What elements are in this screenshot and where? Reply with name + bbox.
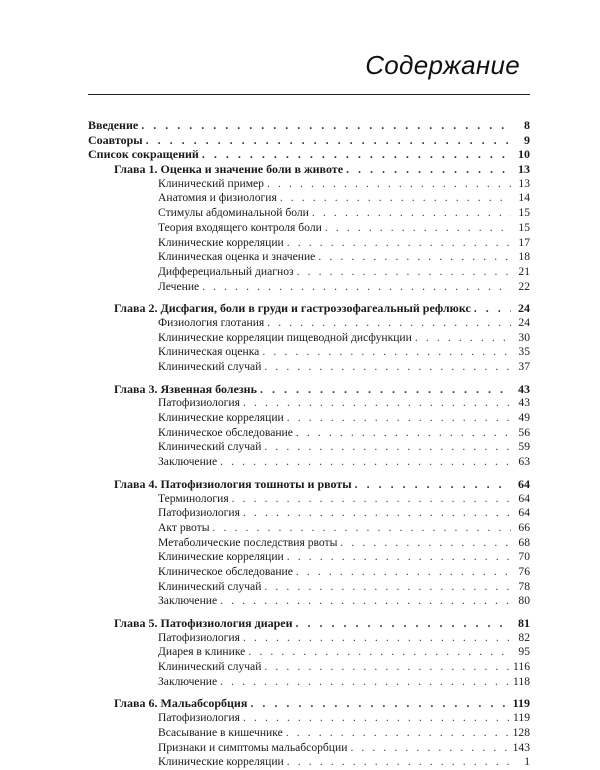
toc-entry-page: 9 bbox=[524, 132, 530, 147]
dot-leader bbox=[267, 177, 511, 192]
toc-chapter-page: 64 bbox=[518, 476, 530, 491]
toc-section-entry[interactable] bbox=[88, 440, 530, 455]
toc-section-page: 35 bbox=[518, 345, 530, 359]
toc-entry-page: 10 bbox=[518, 147, 530, 162]
toc-section-label: Клинический случай bbox=[158, 440, 262, 454]
dot-leader bbox=[267, 316, 511, 331]
toc-section-label: Патофизиология bbox=[158, 396, 240, 410]
toc-section-label: Признаки и симптомы мальабсорбции bbox=[158, 740, 348, 754]
toc-section-page: 59 bbox=[518, 440, 530, 454]
toc-chapter-entry[interactable] bbox=[88, 162, 530, 177]
toc-section-entry[interactable] bbox=[88, 221, 530, 236]
toc-section-label: Патофизиология bbox=[158, 711, 240, 725]
toc-section-page: 56 bbox=[518, 425, 530, 439]
toc-section-page: 116 bbox=[513, 660, 530, 674]
toc-section-label: Анатомия и физиология bbox=[158, 191, 277, 205]
toc-section-page: 13 bbox=[518, 176, 530, 190]
toc-section-entry[interactable] bbox=[88, 316, 530, 331]
dot-leader bbox=[243, 506, 511, 521]
toc-front-entry[interactable] bbox=[88, 118, 530, 133]
dot-leader bbox=[202, 147, 511, 162]
toc-section-label: Клиническое обследование bbox=[158, 564, 293, 578]
toc-section-label: Клинические корреляции bbox=[158, 235, 284, 249]
dot-leader bbox=[202, 280, 511, 295]
toc-section-entry[interactable] bbox=[88, 536, 530, 551]
toc-section-page: 82 bbox=[518, 630, 530, 644]
toc-section-page: 143 bbox=[512, 740, 530, 754]
toc-section-label: Клинический случай bbox=[158, 579, 262, 593]
dot-leader bbox=[146, 133, 511, 148]
dot-leader bbox=[264, 360, 511, 375]
dot-leader bbox=[340, 536, 511, 551]
toc-section-label: Клинические корреляции bbox=[158, 411, 284, 425]
dot-leader bbox=[296, 616, 511, 631]
dot-leader bbox=[286, 726, 510, 741]
toc-section-label: Заключение bbox=[158, 455, 218, 469]
toc-chapter-label: Глава 6. Мальабсорбция bbox=[114, 696, 248, 711]
dot-leader bbox=[243, 711, 510, 726]
toc-section-page: 37 bbox=[518, 360, 530, 373]
toc-section-entry[interactable] bbox=[88, 711, 530, 726]
dot-leader bbox=[297, 265, 511, 280]
toc-section-page: 128 bbox=[512, 725, 530, 739]
toc-section-entry[interactable] bbox=[88, 755, 530, 770]
toc-section-entry[interactable] bbox=[88, 631, 530, 646]
toc-section-label: Клинический случай bbox=[158, 660, 262, 674]
toc-chapter-page: 13 bbox=[518, 162, 530, 177]
toc-section-label: Терминология bbox=[158, 491, 229, 505]
dot-leader bbox=[141, 118, 511, 133]
toc-chapter-block bbox=[88, 301, 530, 374]
toc-chapter-label: Глава 2. Дисфагия, боли в груди и гастроэзофагеальный рефлюкс bbox=[114, 301, 471, 316]
toc-section-page: 119 bbox=[513, 711, 530, 725]
toc-chapter-block bbox=[88, 477, 530, 609]
toc-chapter-page: 81 bbox=[518, 616, 530, 630]
toc-chapter-entry[interactable] bbox=[88, 382, 530, 397]
toc-section-entry[interactable] bbox=[88, 550, 530, 565]
dot-leader bbox=[264, 580, 511, 595]
toc-section-entry[interactable] bbox=[88, 645, 530, 660]
toc-section-entry[interactable] bbox=[88, 360, 530, 375]
toc-section-entry[interactable] bbox=[88, 177, 530, 192]
toc-chapter-label: Глава 3. Язвенная болезнь bbox=[114, 381, 257, 396]
toc-section-entry[interactable] bbox=[88, 280, 530, 295]
dot-leader bbox=[346, 162, 511, 177]
toc-section-page: 63 bbox=[518, 455, 530, 469]
toc-section-entry[interactable] bbox=[88, 565, 530, 580]
toc-section-page: 22 bbox=[518, 279, 530, 293]
toc-section-entry[interactable] bbox=[88, 345, 530, 360]
toc-section-page: 66 bbox=[518, 520, 530, 534]
toc-chapter-entry[interactable] bbox=[88, 477, 530, 492]
toc-chapter-label: Глава 5. Патофизиология диареи bbox=[114, 616, 293, 630]
dot-leader bbox=[280, 191, 511, 206]
toc-chapter-page: 43 bbox=[518, 381, 530, 396]
toc-section-page: 64 bbox=[518, 491, 530, 505]
dot-leader bbox=[220, 594, 511, 609]
toc-section-page: 1 bbox=[524, 755, 530, 769]
toc-front-entry[interactable] bbox=[88, 147, 530, 162]
dot-leader bbox=[355, 477, 511, 492]
toc-section-label: Стимулы абдоминальной боли bbox=[158, 206, 309, 220]
toc-section-label: Клинический случай bbox=[158, 360, 262, 373]
toc-section-page: 78 bbox=[518, 579, 530, 593]
toc-section-label: Лечение bbox=[158, 279, 200, 293]
toc-chapter-block bbox=[88, 616, 530, 689]
dot-leader bbox=[220, 675, 510, 690]
toc-section-page: 17 bbox=[518, 235, 530, 249]
toc-section-page: 15 bbox=[518, 206, 530, 220]
toc-section-label: Теория входящего контроля боли bbox=[158, 220, 322, 234]
toc-chapter-label: Глава 4. Патофизиология тошноты и рвоты bbox=[114, 476, 352, 491]
toc-chapter-page: 24 bbox=[518, 301, 530, 316]
toc-section-label: Метаболические последствия рвоты bbox=[158, 535, 338, 549]
toc-section-entry[interactable] bbox=[88, 594, 530, 609]
toc-section-page: 30 bbox=[518, 330, 530, 344]
toc-section-page: 49 bbox=[518, 411, 530, 425]
toc-section-entry[interactable] bbox=[88, 250, 530, 265]
toc-section-label: Заключение bbox=[158, 594, 218, 608]
toc-chapter-block bbox=[88, 696, 530, 769]
dot-leader bbox=[287, 755, 511, 770]
toc-section-page: 80 bbox=[518, 594, 530, 608]
toc-section-page: 76 bbox=[518, 564, 530, 578]
toc-section-label: Клиническая оценка и значение bbox=[158, 250, 316, 264]
toc-section-entry[interactable] bbox=[88, 455, 530, 470]
title-divider bbox=[88, 94, 530, 95]
toc-section-entry[interactable] bbox=[88, 660, 530, 675]
toc-section-label: Дифферециальный диагноз bbox=[158, 264, 294, 278]
toc-section-label: Всасывание в кишечнике bbox=[158, 725, 283, 739]
toc-section-page: 118 bbox=[513, 674, 530, 688]
toc-section-entry[interactable] bbox=[88, 741, 530, 756]
toc-section-entry[interactable] bbox=[88, 206, 530, 221]
dot-leader bbox=[250, 696, 509, 711]
toc-section-page: 95 bbox=[518, 645, 530, 659]
toc-chapter-entry[interactable] bbox=[88, 696, 530, 711]
toc-section-page: 24 bbox=[518, 315, 530, 329]
dot-leader bbox=[312, 206, 511, 221]
dot-leader bbox=[248, 645, 511, 660]
toc-section-entry[interactable] bbox=[88, 265, 530, 280]
toc-front-entry[interactable] bbox=[88, 133, 530, 148]
toc-entry-label: Соавторы bbox=[88, 132, 143, 147]
toc-section-label: Заключение bbox=[158, 674, 218, 688]
dot-leader bbox=[287, 236, 511, 251]
toc-section-label: Физиология глотания bbox=[158, 315, 265, 329]
dot-leader bbox=[318, 250, 511, 265]
toc-section-page: 21 bbox=[518, 264, 530, 278]
toc-section-label: Клинические корреляции пищеводной дисфункции bbox=[158, 330, 412, 344]
dot-leader bbox=[350, 741, 509, 756]
toc-section-page: 15 bbox=[518, 220, 530, 234]
dot-leader bbox=[296, 426, 511, 441]
page-title: Содержание bbox=[365, 50, 520, 80]
toc-section-page: 18 bbox=[518, 250, 530, 264]
toc-entry-page: 8 bbox=[524, 118, 530, 132]
toc-section-entry[interactable] bbox=[88, 492, 530, 507]
toc-section-label: Клиническое обследование bbox=[158, 425, 293, 439]
toc-chapter-entry[interactable] bbox=[88, 301, 530, 316]
dot-leader bbox=[264, 440, 511, 455]
toc-section-entry[interactable] bbox=[88, 396, 530, 411]
toc-section-label: Патофизиология bbox=[158, 506, 240, 520]
toc-section-entry[interactable] bbox=[88, 521, 530, 536]
dot-leader bbox=[220, 455, 511, 470]
toc-section-page: 43 bbox=[518, 396, 530, 410]
dot-leader bbox=[474, 301, 511, 316]
toc-section-label: Патофизиология bbox=[158, 630, 240, 644]
toc-chapter-label: Глава 1. Оценка и значение боли в животе bbox=[114, 162, 344, 177]
toc-chapter-block bbox=[88, 382, 530, 470]
toc-section-entry[interactable] bbox=[88, 506, 530, 521]
toc-section-page: 68 bbox=[518, 535, 530, 549]
dot-leader bbox=[213, 521, 511, 536]
dot-leader bbox=[415, 331, 511, 346]
toc-section-label: Клиническая оценка bbox=[158, 345, 260, 359]
toc-section-label: Диарея в клинике bbox=[158, 645, 246, 659]
toc-entry-label: Список сокращений bbox=[88, 147, 199, 162]
toc-section-label: Клинические корреляции bbox=[158, 755, 284, 769]
toc-entry-label: Введение bbox=[88, 118, 139, 132]
toc-section-entry[interactable] bbox=[88, 426, 530, 441]
toc-section-entry[interactable] bbox=[88, 580, 530, 595]
dot-leader bbox=[232, 492, 511, 507]
toc-section-label: Акт рвоты bbox=[158, 520, 210, 534]
toc-section-entry[interactable] bbox=[88, 411, 530, 426]
dot-leader bbox=[287, 550, 511, 565]
toc-section-label: Клинические корреляции bbox=[158, 550, 284, 564]
toc-section-entry[interactable] bbox=[88, 726, 530, 741]
dot-leader bbox=[264, 660, 510, 675]
toc-section-label: Клинический пример bbox=[158, 176, 264, 190]
toc-chapter-block bbox=[88, 162, 530, 294]
dot-leader bbox=[325, 221, 511, 236]
toc-chapter-page: 119 bbox=[512, 696, 530, 711]
toc-section-entry[interactable] bbox=[88, 675, 530, 690]
toc-section-page: 70 bbox=[518, 550, 530, 564]
dot-leader bbox=[287, 411, 511, 426]
dot-leader bbox=[260, 382, 511, 397]
dot-leader bbox=[262, 345, 511, 360]
toc-chapter-entry[interactable] bbox=[88, 616, 530, 631]
toc-section-entry[interactable] bbox=[88, 331, 530, 346]
toc-section-entry[interactable] bbox=[88, 236, 530, 251]
table-of-contents bbox=[88, 118, 530, 770]
toc-section-page: 14 bbox=[518, 191, 530, 205]
dot-leader bbox=[243, 631, 511, 646]
dot-leader bbox=[296, 565, 511, 580]
toc-section-entry[interactable] bbox=[88, 191, 530, 206]
dot-leader bbox=[243, 396, 511, 411]
toc-section-page: 64 bbox=[518, 506, 530, 520]
